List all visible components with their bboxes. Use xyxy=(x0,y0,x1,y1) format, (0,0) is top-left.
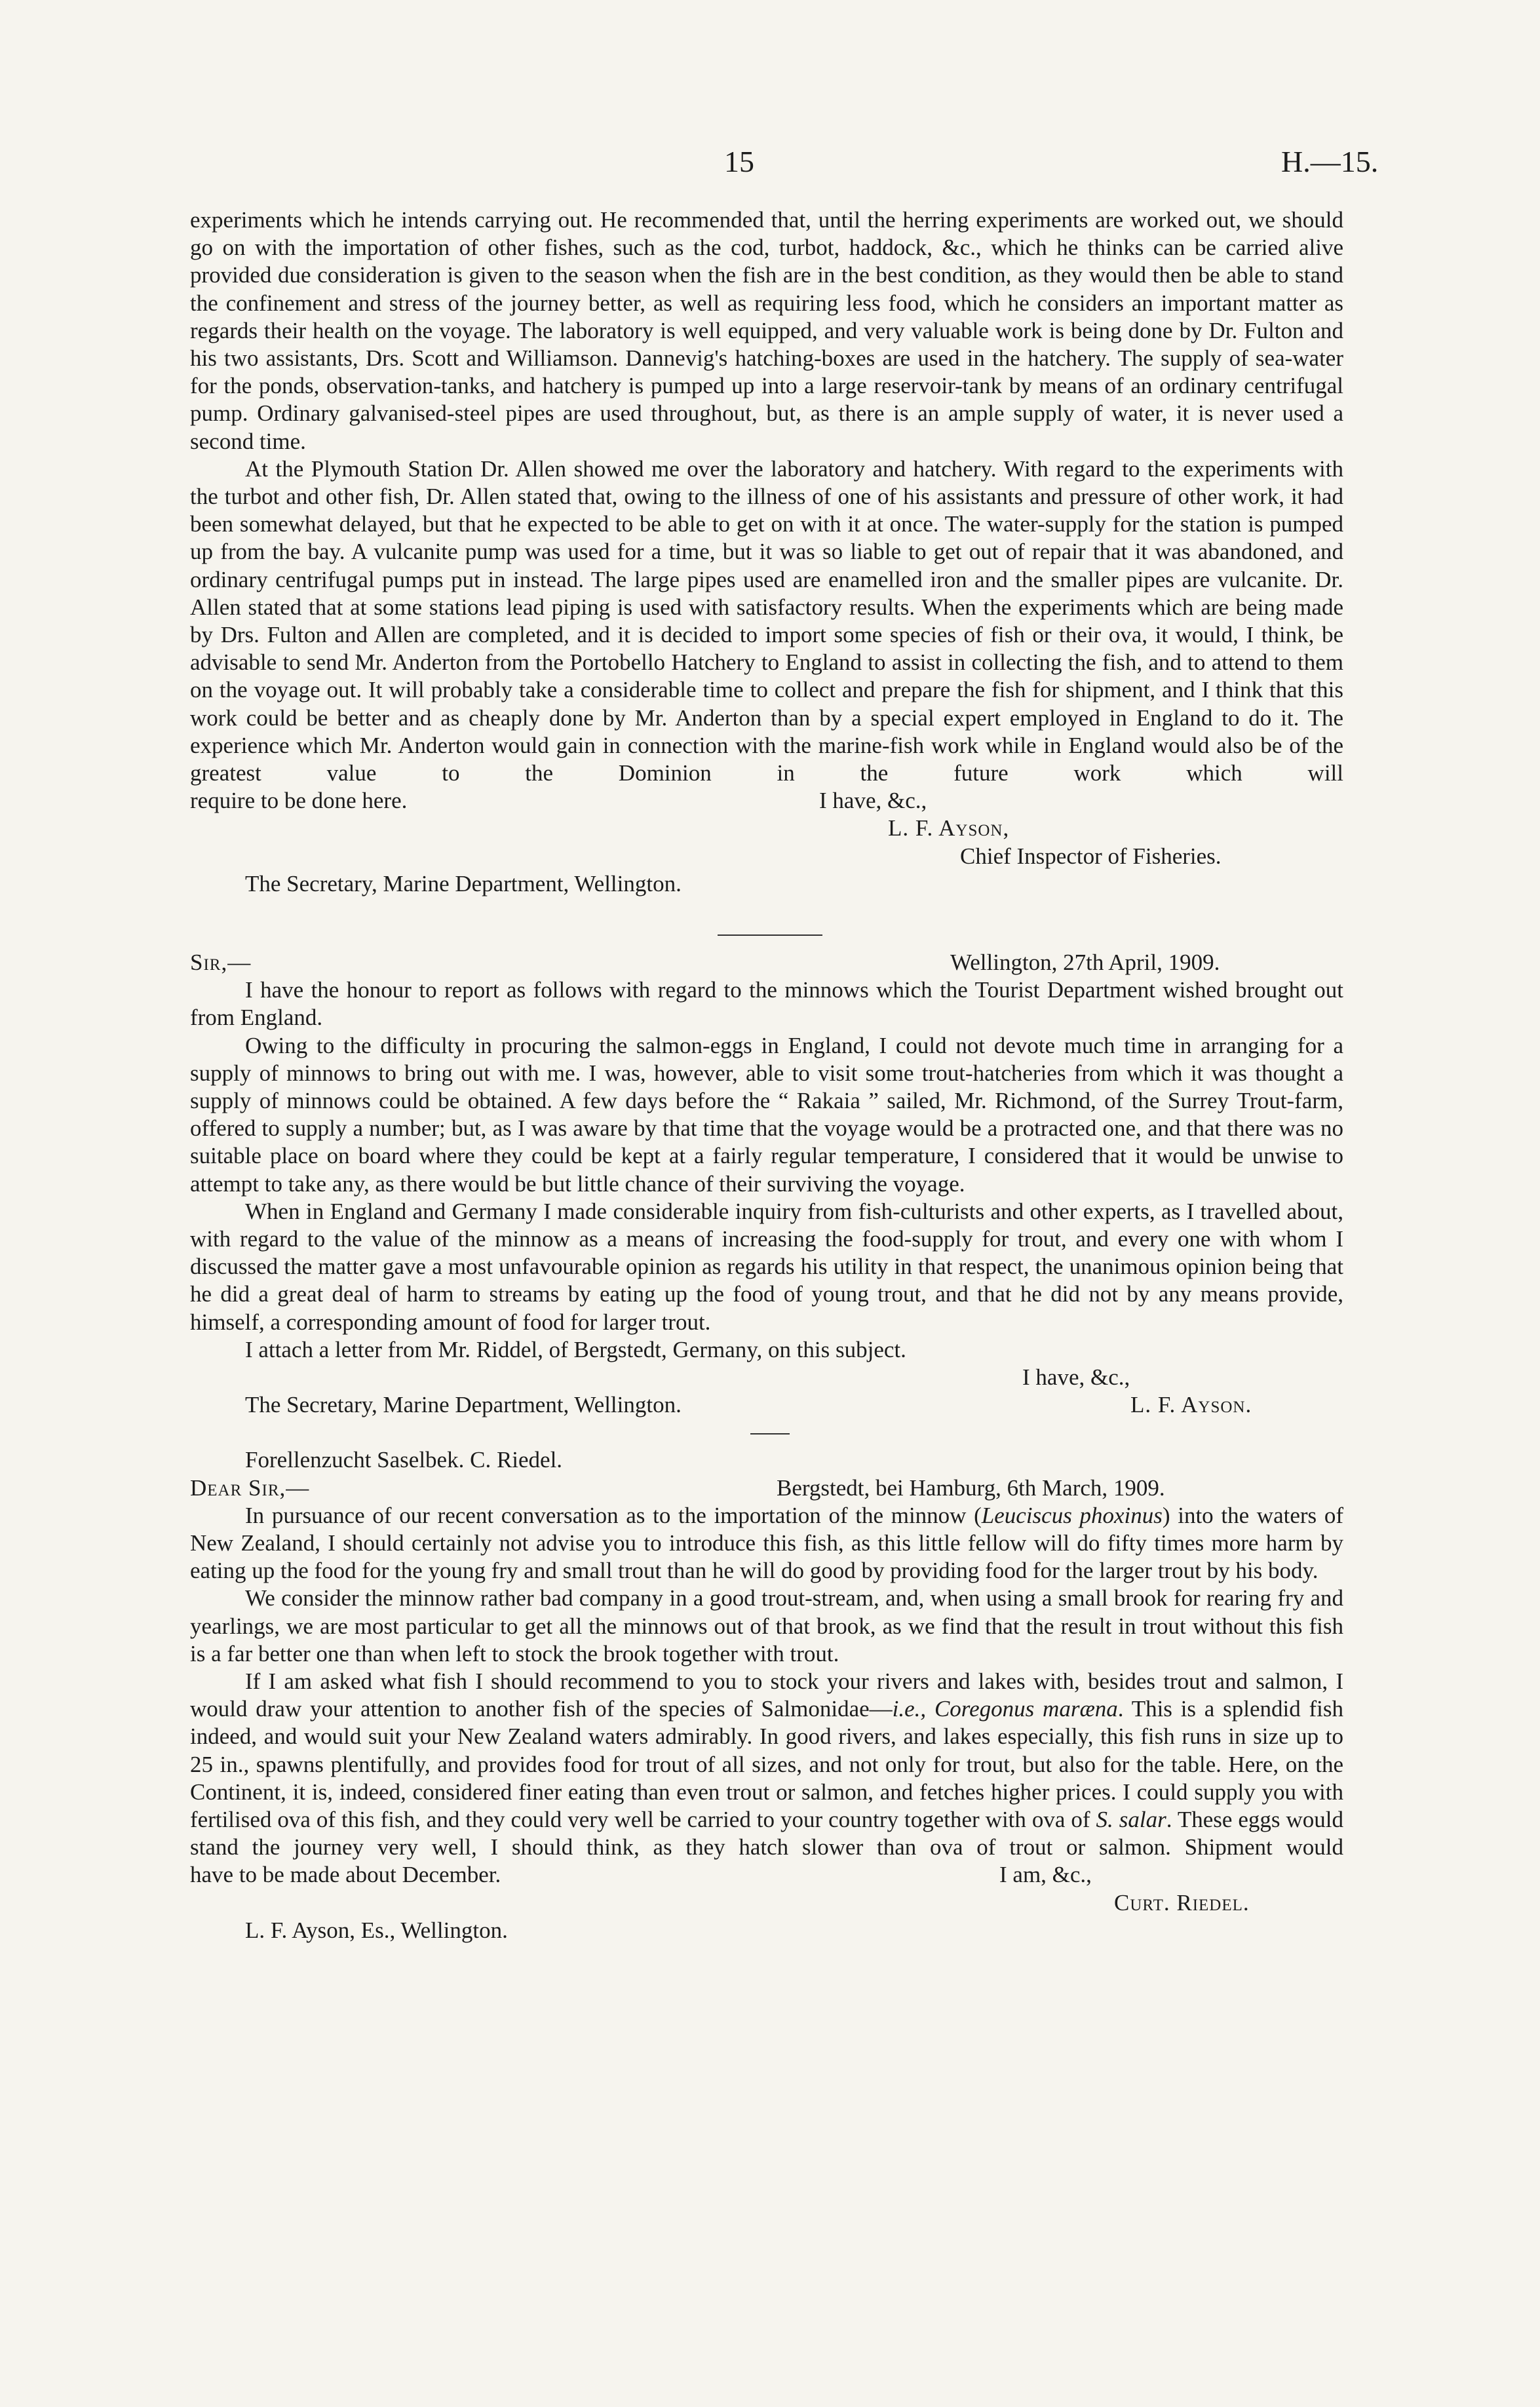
letter2-paragraph-3: When in England and Germany I made considerable inquiry from fish-culturists and other experts, as I travelled about, with regard to the value of the minnow as a means of increasing the food-supply for trout, and every one with whom I discussed the matter gave a most unfavourable opinion as regards his utility in that respect, the unanimous opinion being that he did a great deal of harm to streams by eating up the food of young trout, and that he did not by any means provide, himself, a corresponding amount of food for larger trout. xyxy=(190,1198,1343,1335)
letter1-addressee-row xyxy=(190,870,1343,898)
species-name: S. salar xyxy=(1096,1807,1166,1833)
letter1-paragraph-2: At the Plymouth Station Dr. Allen showed me over the laboratory and hatchery. With regard to the experiments with the turbot and other fish, Dr. Allen stated that, owing to the illness of one of his assistants and pressure of other work, it had been somewhat delayed, but that he expected to be able to get on with it at once. The water-supply for the station is pumped up from the bay. A vulcanite pump was used for a time, but it was so liable to get out of repair that it was abandoned, and ordinary centrifugal pumps put in instead. The large pipes used are enamelled iron and the smaller pipes are vulcanite. Dr. Allen stated that at some stations lead piping is used with satisfactory results. When the experiments which are being made by Drs. Fulton and Allen are completed, and it is decided to import some species of fish or their ova, it would, I think, be advisable to send Mr. Anderton from the Portobello Hatchery to England to assist in collecting the fish, and to attend to them on the voyage out. It will probably take a considerable time to collect and prepare the fish for shipment, and I think that this work could be better and as cheaply done by Mr. Anderton than by a special expert employed in England to do it. The experience which Mr. Anderton would gain in connection with the marine-fish work while in England would also be of the greatest value to the Dominion in the future work which will xyxy=(190,455,1343,786)
letter3-place-date: Bergstedt, bei Hamburg, 6th March, 1909. xyxy=(777,1474,1165,1501)
letter2-paragraph-1: I have the honour to report as follows with regard to the minnows which the Tourist Department wished brought out from England. xyxy=(190,977,1343,1031)
letter2-salutation: Sir,— xyxy=(190,950,252,976)
letter2-signoff-row xyxy=(190,1391,1343,1419)
letter2-paragraph-4: I attach a letter from Mr. Riddel, of Bergstedt, Germany, on this subject. xyxy=(245,1336,906,1362)
spacer xyxy=(190,1419,1343,1433)
letter1-closing: I have, &c., xyxy=(819,788,927,814)
letter3-letterhead-row xyxy=(190,1446,1343,1474)
letter3-addressee-row xyxy=(190,1917,1343,1944)
letter2-closing-row xyxy=(190,1364,1343,1391)
page-header xyxy=(0,144,1540,190)
letter3-closing-row xyxy=(190,1861,1343,1889)
letter3-paragraph-1 xyxy=(190,1502,1343,1585)
p3-text-c: . These eggs would stand the journey very well, I should think, as they hatch slower than ova of trout or salmon. Shipment would xyxy=(190,1807,1344,1860)
p3-text-a: If I am asked what fish I should recommend to you to stock your rivers and lakes with, besides trout and salmon, I would draw your attention to another fish of the species of Salmonidae— xyxy=(190,1668,1343,1722)
letter3-signature: Curt. Riedel. xyxy=(1114,1889,1250,1916)
letter1-addressee: The Secretary, Marine Department, Wellington. xyxy=(245,870,682,896)
letter1-signature: L. F. Ayson, xyxy=(888,815,1010,841)
letter3-paragraph-3 xyxy=(190,1668,1343,1861)
page-number: 15 xyxy=(724,145,754,178)
letter1-title-row xyxy=(190,843,1343,870)
section-divider xyxy=(718,934,822,936)
letter1-paragraph-1: experiments which he intends carrying out. He recommended that, until the herring experiments are worked out, we should go on with the importation of other fishes, such as the cod, turbot, haddock, &c., which he thinks can be carried alive provided due consideration is given to the season when the fish are in the best condition, as they would then be able to stand the confinement and stress of the journey better, as well as requiring less food, which he considers an important matter as regards their health on the voyage. The laboratory is well equipped, and very valuable work is being done by Dr. Fulton and his two assistants, Drs. Scott and Williamson. Dannevig's hatching-boxes are used in the hatchery. The supply of sea-water for the ponds, observation-tanks, and hatchery is pumped up into a large reservoir-tank by means of an ordinary centrifugal pump. Ordinary galvanised-steel pipes are used throughout, but, as there is an ample supply of water, it is never used a second time. xyxy=(190,207,1343,454)
letter3-addressee: L. F. Ayson, Es., Wellington. xyxy=(245,1917,508,1943)
document-reference: H.—15. xyxy=(1281,145,1379,178)
letter1-signature-row xyxy=(190,815,1343,842)
letter3-letterhead: Forellenzucht Saselbek. C. Riedel. xyxy=(245,1447,563,1473)
section-divider xyxy=(750,1433,790,1435)
p3-text-b: . This is a splendid fish indeed, and would suit your New Zealand waters admirably. In good rivers, and lakes especially, this fish runs in size up to 25 in., spawns plentifully, and provides food for trout of all sizes, and not only for trout, but also for the table. Here, on the Continent, it is, indeed, considered finer eating than even trout or salmon, and fetches higher prices. I could supply you with fertilised ova of this fish, and they could very well be carried to your country together with ova of xyxy=(190,1696,1343,1833)
letter1-title: Chief Inspector of Fisheries. xyxy=(960,843,1222,869)
p1-text-b: ) into the waters of New Zealand, I should certainly not advise you to introduce this fish, as this little fellow will do fifty times more harm by eating up the food for the young fry and small trout than he will do good by providing food for the larger trout by his body. xyxy=(190,1502,1343,1584)
letter2-closing: I have, &c., xyxy=(1022,1364,1130,1391)
letter1-closing-row xyxy=(190,787,1343,815)
letter3-salutation: Dear Sir,— xyxy=(190,1474,310,1501)
letter1-last-line: require to be done here. xyxy=(190,788,408,814)
letter2-place-date: Wellington, 27th April, 1909. xyxy=(950,950,1220,976)
letter3-header-row xyxy=(190,1474,1343,1502)
page-body xyxy=(190,206,1343,1944)
letter3-paragraph-2: We consider the minnow rather bad company in a good trout-stream, and, when using a small brook for rearing fry and yearlings, we are most particular to get all the minnows out of that brook, as we find that the result in trout without this fish is a far better one than when left to stock the brook together with trout. xyxy=(190,1585,1343,1666)
p1-text-a: In pursuance of our recent conversation as to the importation of the minnow ( xyxy=(245,1502,982,1528)
letter2-paragraph-2: Owing to the difficulty in procuring the salmon-eggs in England, I could not devote much time in arranging for a supply of minnows to bring out with me. I was, however, able to visit some trout-hatcheries from which it was thought a supply of minnows could be obtained. A few days before the “ Rakaia ” sailed, Mr. Richmond, of the Surrey Trout-farm, offered to supply a number; but, as I was aware by that time that the voyage would be a protracted one, and that there was no suitable place on board where they could be kept at a fairly regular temperature, I considered that it would be unwise to attempt to take any, as there would be but little chance of their surviving the voyage. xyxy=(190,1032,1343,1197)
letter2-addressee: The Secretary, Marine Department, Wellington. xyxy=(245,1392,682,1418)
spacer xyxy=(190,898,1343,934)
letter3-closing: I am, &c., xyxy=(999,1862,1092,1888)
letter3-signature-row xyxy=(190,1889,1343,1917)
letter2-signature: L. F. Ayson. xyxy=(1130,1392,1252,1418)
letter3-last-line: have to be made about December. xyxy=(190,1862,501,1888)
species-name: i.e., Coregonus maræna xyxy=(892,1696,1118,1722)
species-name: Leuciscus phoxinus xyxy=(981,1502,1163,1528)
letter2-header-row xyxy=(190,949,1343,976)
